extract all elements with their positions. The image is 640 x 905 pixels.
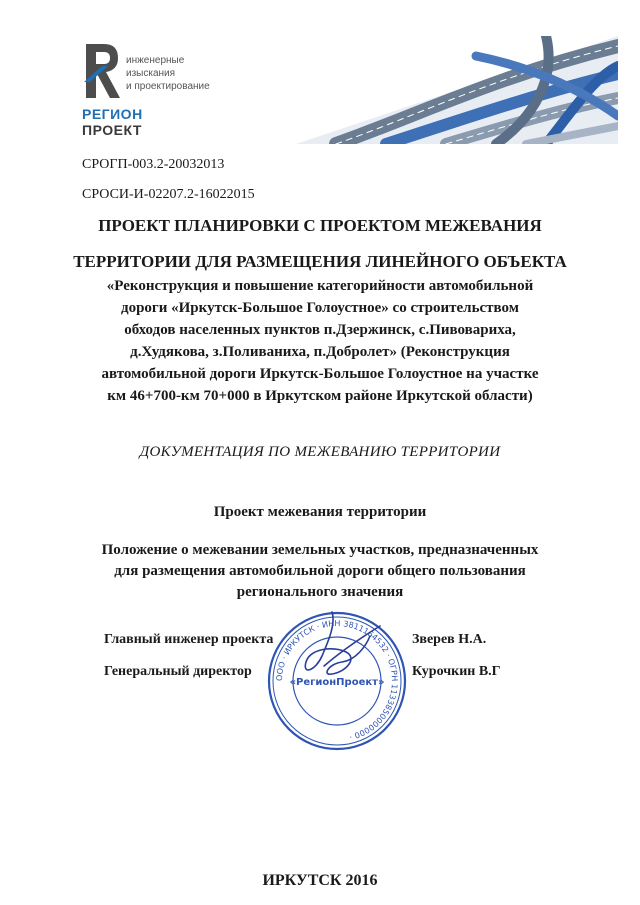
object-description-line: км 46+700-км 70+000 в Иркутском районе Иркутской области): [107, 388, 533, 404]
regulation-line: Положение о межевании земельных участков, предназначенных: [101, 542, 539, 558]
regulation-line: для размещения автомобильной дороги общего пользования: [114, 563, 526, 579]
stamp-ring-text: ООО · ИРКУТСК · ИНН 3811164532 · ОГРН 1133850000000 ·: [274, 618, 400, 742]
regulation-title: [60, 540, 580, 603]
signature-role: Главный инженер проекта: [104, 632, 274, 647]
logo-tagline-line: и проектирование: [126, 81, 210, 92]
footer-city-year: ИРКУТСК 2016: [262, 872, 378, 889]
signature-role: Генеральный директор: [104, 664, 252, 679]
logo-name-line1: РЕГИОН: [82, 106, 143, 122]
company-logo: [82, 36, 232, 146]
object-description-line: д.Худякова, з.Поливаниха, п.Добролет» (Реконструкция: [130, 344, 510, 360]
logo-name-line2: ПРОЕКТ: [82, 122, 142, 138]
object-description-line: обходов населенных пунктов п.Дзержинск, с.Пивовариха,: [124, 322, 516, 338]
logo-tagline: [126, 54, 210, 93]
logo-r-mark-icon: [82, 42, 122, 100]
stamp-center-text: «РегионПроект»: [289, 677, 385, 688]
documentation-type: ДОКУМЕНТАЦИЯ ПО МЕЖЕВАНИЮ ТЕРРИТОРИИ: [139, 444, 501, 460]
regulation-line: регионального значения: [236, 584, 404, 600]
sro-code: СРОСИ-И-02207.2-16022015: [82, 187, 255, 202]
company-stamp: [262, 606, 412, 756]
logo-wordmark: [82, 106, 143, 138]
object-description-line: автомобильной дороги Иркутск-Большое Голоустное на участке: [101, 366, 539, 382]
logo-tagline-line: изыскания: [126, 68, 176, 79]
sro-code: СРОГП-003.2-20032013: [82, 157, 225, 172]
document-title-line2: ТЕРРИТОРИИ ДЛЯ РАЗМЕЩЕНИЯ ЛИНЕЙНОГО ОБЪЕКТА: [73, 252, 567, 271]
object-description: [60, 275, 580, 407]
object-description-line: «Реконструкция и повышение категорийности автомобильной: [106, 278, 534, 294]
sro-codes: [82, 150, 255, 210]
signature-name: Курочкин В.Г: [412, 664, 501, 679]
document-subtitle: Проект межевания территории: [213, 504, 427, 520]
signature-name: Зверев Н.А.: [412, 632, 487, 647]
object-description-line: дороги «Иркутск-Большое Голоустное» со строительством: [121, 300, 519, 316]
document-title-line1: ПРОЕКТ ПЛАНИРОВКИ С ПРОЕКТОМ МЕЖЕВАНИЯ: [98, 216, 542, 235]
logo-tagline-line: инженерные: [126, 55, 185, 66]
road-interchange-graphic: [296, 36, 618, 144]
